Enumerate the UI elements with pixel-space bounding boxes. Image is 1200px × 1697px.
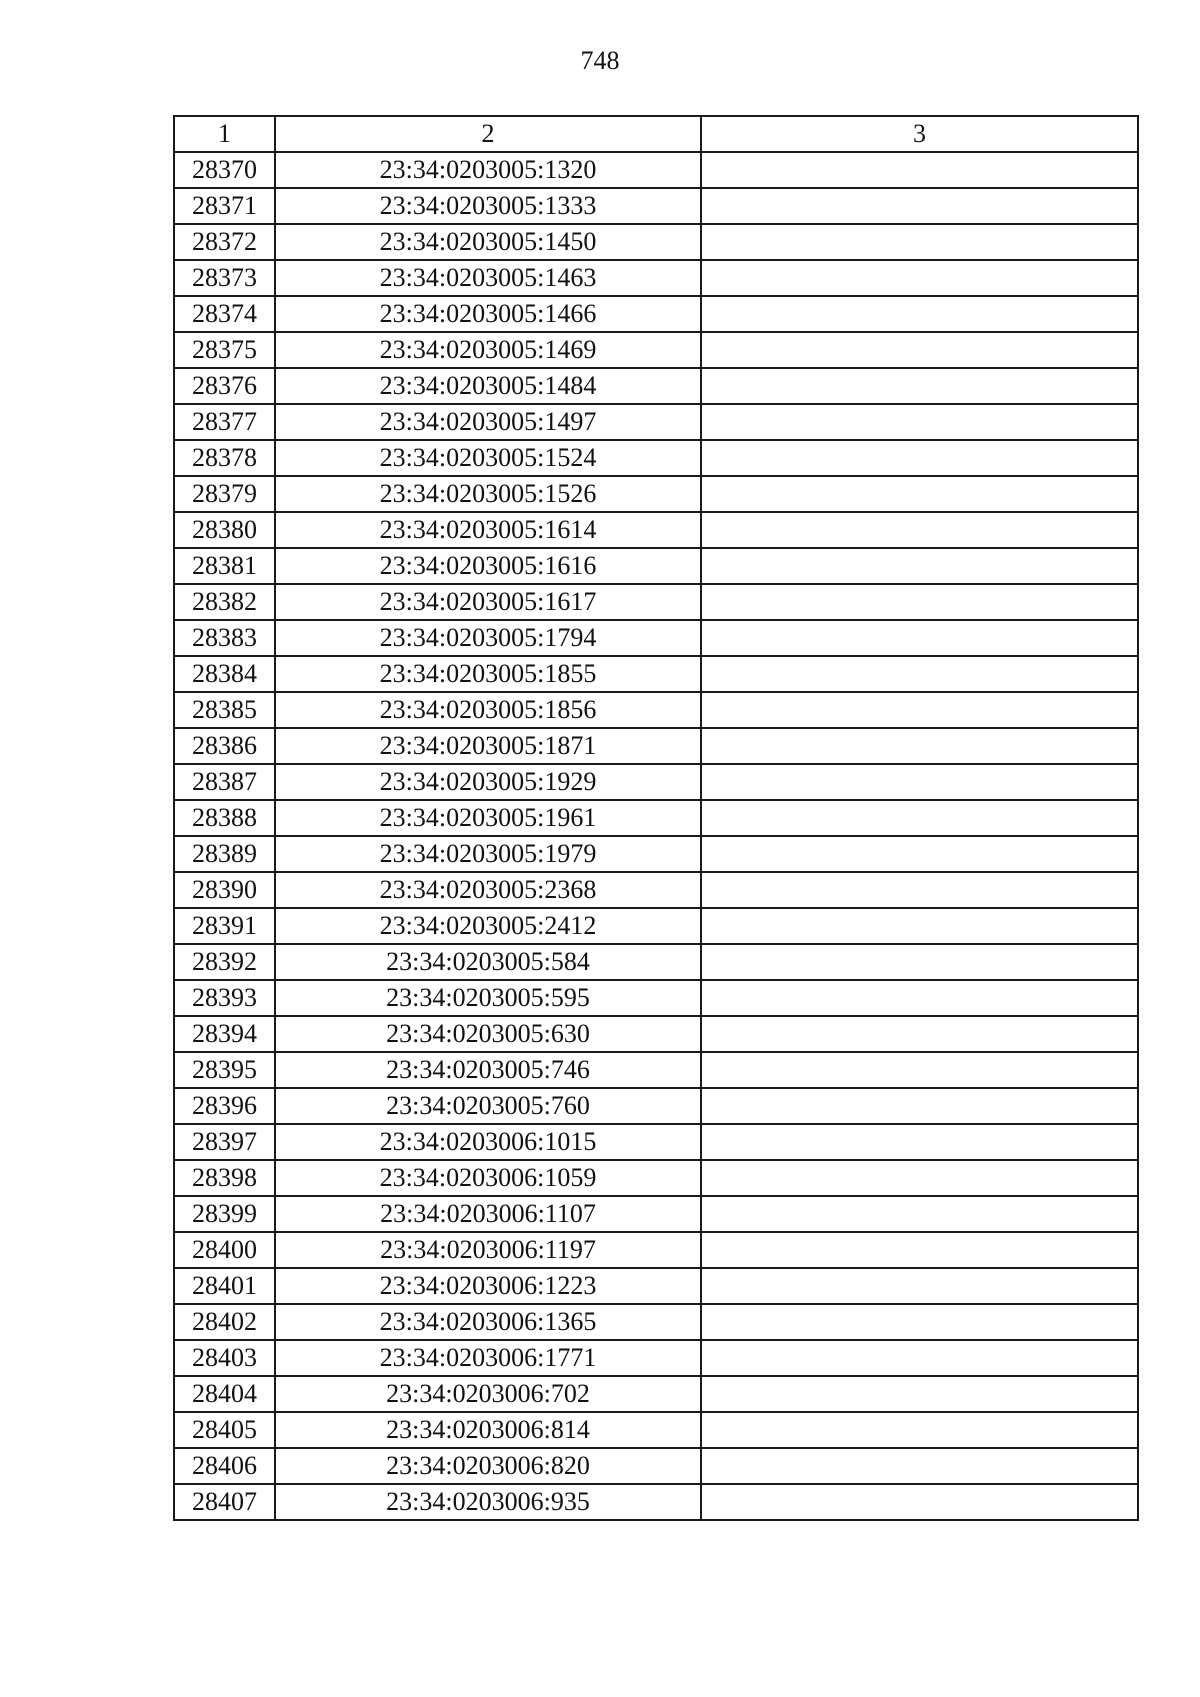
row-number-cell: 28404 bbox=[174, 1376, 275, 1412]
notes-cell bbox=[701, 728, 1138, 764]
row-number-cell: 28391 bbox=[174, 908, 275, 944]
notes-cell bbox=[701, 188, 1138, 224]
notes-cell bbox=[701, 836, 1138, 872]
notes-cell bbox=[701, 404, 1138, 440]
row-number-cell: 28393 bbox=[174, 980, 275, 1016]
cadastral-number-cell: 23:34:0203005:1856 bbox=[275, 692, 701, 728]
cadastral-number-cell: 23:34:0203006:702 bbox=[275, 1376, 701, 1412]
column-header-1: 1 bbox=[174, 116, 275, 152]
table-row bbox=[174, 1304, 1138, 1340]
cadastral-number-cell: 23:34:0203006:1223 bbox=[275, 1268, 701, 1304]
notes-cell bbox=[701, 1160, 1138, 1196]
notes-cell bbox=[701, 332, 1138, 368]
row-number-cell: 28394 bbox=[174, 1016, 275, 1052]
table-row bbox=[174, 980, 1138, 1016]
table-row bbox=[174, 224, 1138, 260]
cadastral-number-cell: 23:34:0203005:1855 bbox=[275, 656, 701, 692]
notes-cell bbox=[701, 1376, 1138, 1412]
row-number-cell: 28398 bbox=[174, 1160, 275, 1196]
notes-cell bbox=[701, 1088, 1138, 1124]
notes-cell bbox=[701, 944, 1138, 980]
cadastral-number-cell: 23:34:0203005:1450 bbox=[275, 224, 701, 260]
notes-cell bbox=[701, 1268, 1138, 1304]
row-number-cell: 28382 bbox=[174, 584, 275, 620]
table-row bbox=[174, 1448, 1138, 1484]
row-number-cell: 28372 bbox=[174, 224, 275, 260]
row-number-cell: 28370 bbox=[174, 152, 275, 188]
notes-cell bbox=[701, 1304, 1138, 1340]
table-row bbox=[174, 1124, 1138, 1160]
cadastral-number-cell: 23:34:0203006:935 bbox=[275, 1484, 701, 1520]
table-row bbox=[174, 260, 1138, 296]
table-row bbox=[174, 1340, 1138, 1376]
cadastral-number-cell: 23:34:0203005:1466 bbox=[275, 296, 701, 332]
cadastral-number-cell: 23:34:0203006:1015 bbox=[275, 1124, 701, 1160]
notes-cell bbox=[701, 1124, 1138, 1160]
table-row bbox=[174, 908, 1138, 944]
table-row bbox=[174, 1016, 1138, 1052]
row-number-cell: 28381 bbox=[174, 548, 275, 584]
notes-cell bbox=[701, 584, 1138, 620]
notes-cell bbox=[701, 980, 1138, 1016]
row-number-cell: 28400 bbox=[174, 1232, 275, 1268]
table-row bbox=[174, 1160, 1138, 1196]
row-number-cell: 28383 bbox=[174, 620, 275, 656]
cadastral-number-cell: 23:34:0203005:1979 bbox=[275, 836, 701, 872]
cadastral-number-cell: 23:34:0203006:1771 bbox=[275, 1340, 701, 1376]
notes-cell bbox=[701, 1196, 1138, 1232]
table-header-row bbox=[174, 116, 1138, 152]
row-number-cell: 28378 bbox=[174, 440, 275, 476]
row-number-cell: 28405 bbox=[174, 1412, 275, 1448]
table-row bbox=[174, 620, 1138, 656]
row-number-cell: 28396 bbox=[174, 1088, 275, 1124]
cadastral-number-cell: 23:34:0203005:1463 bbox=[275, 260, 701, 296]
notes-cell bbox=[701, 1232, 1138, 1268]
row-number-cell: 28379 bbox=[174, 476, 275, 512]
table-row bbox=[174, 368, 1138, 404]
table-row bbox=[174, 836, 1138, 872]
row-number-cell: 28373 bbox=[174, 260, 275, 296]
notes-cell bbox=[701, 1016, 1138, 1052]
cadastral-table bbox=[173, 115, 1139, 1521]
cadastral-number-cell: 23:34:0203005:1617 bbox=[275, 584, 701, 620]
column-header-2: 2 bbox=[275, 116, 701, 152]
row-number-cell: 28402 bbox=[174, 1304, 275, 1340]
table-row bbox=[174, 1232, 1138, 1268]
cadastral-number-cell: 23:34:0203005:1614 bbox=[275, 512, 701, 548]
cadastral-number-cell: 23:34:0203005:1320 bbox=[275, 152, 701, 188]
notes-cell bbox=[701, 620, 1138, 656]
cadastral-number-cell: 23:34:0203006:820 bbox=[275, 1448, 701, 1484]
cadastral-number-cell: 23:34:0203005:2368 bbox=[275, 872, 701, 908]
cadastral-number-cell: 23:34:0203006:1107 bbox=[275, 1196, 701, 1232]
notes-cell bbox=[701, 908, 1138, 944]
table-row bbox=[174, 476, 1138, 512]
table-body bbox=[174, 152, 1138, 1520]
cadastral-number-cell: 23:34:0203006:1365 bbox=[275, 1304, 701, 1340]
notes-cell bbox=[701, 872, 1138, 908]
table-row bbox=[174, 332, 1138, 368]
notes-cell bbox=[701, 1448, 1138, 1484]
cadastral-number-cell: 23:34:0203005:1469 bbox=[275, 332, 701, 368]
notes-cell bbox=[701, 152, 1138, 188]
row-number-cell: 28375 bbox=[174, 332, 275, 368]
row-number-cell: 28401 bbox=[174, 1268, 275, 1304]
cadastral-number-cell: 23:34:0203005:760 bbox=[275, 1088, 701, 1124]
notes-cell bbox=[701, 476, 1138, 512]
table-row bbox=[174, 440, 1138, 476]
row-number-cell: 28388 bbox=[174, 800, 275, 836]
table-row bbox=[174, 404, 1138, 440]
notes-cell bbox=[701, 656, 1138, 692]
notes-cell bbox=[701, 512, 1138, 548]
cadastral-number-cell: 23:34:0203005:1961 bbox=[275, 800, 701, 836]
table-row bbox=[174, 584, 1138, 620]
row-number-cell: 28385 bbox=[174, 692, 275, 728]
cadastral-number-cell: 23:34:0203005:2412 bbox=[275, 908, 701, 944]
table-row bbox=[174, 1196, 1138, 1232]
notes-cell bbox=[701, 1412, 1138, 1448]
cadastral-number-cell: 23:34:0203006:1197 bbox=[275, 1232, 701, 1268]
notes-cell bbox=[701, 1340, 1138, 1376]
notes-cell bbox=[701, 548, 1138, 584]
notes-cell bbox=[701, 764, 1138, 800]
notes-cell bbox=[701, 296, 1138, 332]
row-number-cell: 28406 bbox=[174, 1448, 275, 1484]
row-number-cell: 28392 bbox=[174, 944, 275, 980]
cadastral-number-cell: 23:34:0203005:1333 bbox=[275, 188, 701, 224]
table-row bbox=[174, 1088, 1138, 1124]
table-row bbox=[174, 944, 1138, 980]
table-row bbox=[174, 512, 1138, 548]
cadastral-number-cell: 23:34:0203005:1794 bbox=[275, 620, 701, 656]
notes-cell bbox=[701, 692, 1138, 728]
table-row bbox=[174, 1484, 1138, 1520]
cadastral-number-cell: 23:34:0203005:584 bbox=[275, 944, 701, 980]
notes-cell bbox=[701, 224, 1138, 260]
table-row bbox=[174, 188, 1138, 224]
table-row bbox=[174, 1052, 1138, 1088]
cadastral-number-cell: 23:34:0203005:1497 bbox=[275, 404, 701, 440]
row-number-cell: 28403 bbox=[174, 1340, 275, 1376]
table-row bbox=[174, 152, 1138, 188]
row-number-cell: 28390 bbox=[174, 872, 275, 908]
notes-cell bbox=[701, 800, 1138, 836]
row-number-cell: 28386 bbox=[174, 728, 275, 764]
table-row bbox=[174, 872, 1138, 908]
table-row bbox=[174, 656, 1138, 692]
cadastral-number-cell: 23:34:0203005:746 bbox=[275, 1052, 701, 1088]
row-number-cell: 28371 bbox=[174, 188, 275, 224]
row-number-cell: 28397 bbox=[174, 1124, 275, 1160]
notes-cell bbox=[701, 440, 1138, 476]
column-header-3: 3 bbox=[701, 116, 1138, 152]
row-number-cell: 28407 bbox=[174, 1484, 275, 1520]
table-row bbox=[174, 548, 1138, 584]
page-number: 748 bbox=[580, 46, 620, 75]
cadastral-number-cell: 23:34:0203005:1526 bbox=[275, 476, 701, 512]
table-row bbox=[174, 764, 1138, 800]
row-number-cell: 28380 bbox=[174, 512, 275, 548]
table-row bbox=[174, 1268, 1138, 1304]
row-number-cell: 28374 bbox=[174, 296, 275, 332]
notes-cell bbox=[701, 260, 1138, 296]
row-number-cell: 28384 bbox=[174, 656, 275, 692]
row-number-cell: 28395 bbox=[174, 1052, 275, 1088]
cadastral-number-cell: 23:34:0203005:1524 bbox=[275, 440, 701, 476]
cadastral-number-cell: 23:34:0203005:1871 bbox=[275, 728, 701, 764]
cadastral-number-cell: 23:34:0203005:1616 bbox=[275, 548, 701, 584]
table-row bbox=[174, 1412, 1138, 1448]
row-number-cell: 28387 bbox=[174, 764, 275, 800]
row-number-cell: 28399 bbox=[174, 1196, 275, 1232]
row-number-cell: 28389 bbox=[174, 836, 275, 872]
row-number-cell: 28376 bbox=[174, 368, 275, 404]
row-number-cell: 28377 bbox=[174, 404, 275, 440]
table-row bbox=[174, 728, 1138, 764]
cadastral-number-cell: 23:34:0203005:630 bbox=[275, 1016, 701, 1052]
notes-cell bbox=[701, 1052, 1138, 1088]
cadastral-number-cell: 23:34:0203006:1059 bbox=[275, 1160, 701, 1196]
table-row bbox=[174, 1376, 1138, 1412]
table-row bbox=[174, 296, 1138, 332]
table-row bbox=[174, 800, 1138, 836]
notes-cell bbox=[701, 368, 1138, 404]
cadastral-number-cell: 23:34:0203005:1484 bbox=[275, 368, 701, 404]
notes-cell bbox=[701, 1484, 1138, 1520]
cadastral-number-cell: 23:34:0203005:595 bbox=[275, 980, 701, 1016]
cadastral-number-cell: 23:34:0203006:814 bbox=[275, 1412, 701, 1448]
table-row bbox=[174, 692, 1138, 728]
cadastral-number-cell: 23:34:0203005:1929 bbox=[275, 764, 701, 800]
